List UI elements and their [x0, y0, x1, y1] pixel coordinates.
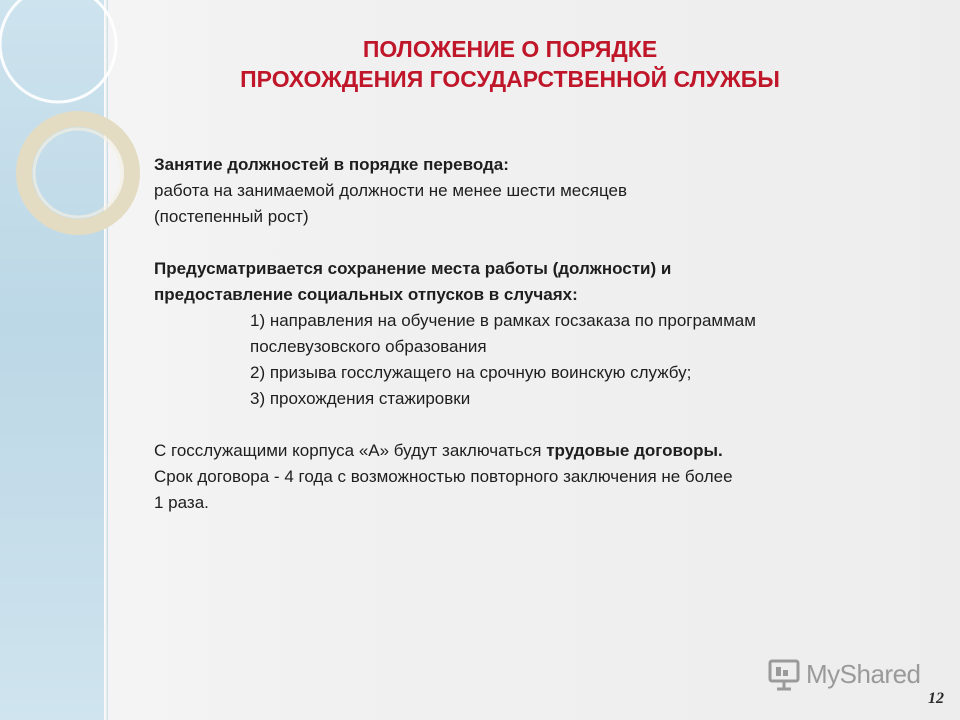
- title-line-1: ПОЛОЖЕНИЕ О ПОРЯДКЕ: [362, 36, 658, 62]
- white-ring-top: [0, 0, 116, 102]
- section1-line-1: работа на занимаемой должности не менее шести месяцев: [154, 181, 628, 200]
- section2-heading-line-1: Предусматривается сохранение места работы (должности) и: [154, 259, 672, 278]
- section1-line-2: (постепенный рост): [154, 207, 309, 226]
- decorative-rings: [0, 0, 170, 720]
- list-item-1-line-1: 1) направления на обучение в рамках госзаказа по программам: [250, 311, 756, 330]
- section3-line-2: Срок договора - 4 года с возможностью повторного заключения не более: [154, 467, 733, 486]
- slide-body: [154, 152, 914, 516]
- list-item-2: 2) призыва госслужащего на срочную воинскую службу;: [250, 363, 692, 382]
- section3-line-1: [154, 438, 914, 464]
- section3-line-3: 1 раза.: [154, 493, 209, 512]
- beige-ring: [24, 119, 132, 227]
- spacer: [154, 230, 914, 256]
- list-item-3: 3) прохождения стажировки: [250, 389, 471, 408]
- watermark-text: MyShared: [806, 658, 921, 689]
- title-line-2: ПРОХОЖДЕНИЯ ГОСУДАРСТВЕННОЙ СЛУЖБЫ: [240, 66, 780, 92]
- labor-contracts-emphasis: трудовые договоры.: [546, 441, 723, 460]
- page-number: 12: [928, 690, 944, 707]
- list-item-1-line-2: послевузовского образования: [250, 337, 487, 356]
- section1-heading: Занятие должностей в порядке перевода:: [154, 155, 509, 174]
- section2-heading-line-2: предоставление социальных отпусков в случаях:: [154, 285, 578, 304]
- presentation-board-icon: [768, 657, 800, 691]
- beige-ring-inner-highlight: [34, 129, 122, 217]
- myshared-watermark: [768, 654, 921, 694]
- section3-line-1-text: С госслужащими корпуса «А» будут заключаться: [154, 441, 547, 460]
- slide-title: [160, 34, 860, 94]
- spacer: [154, 412, 914, 438]
